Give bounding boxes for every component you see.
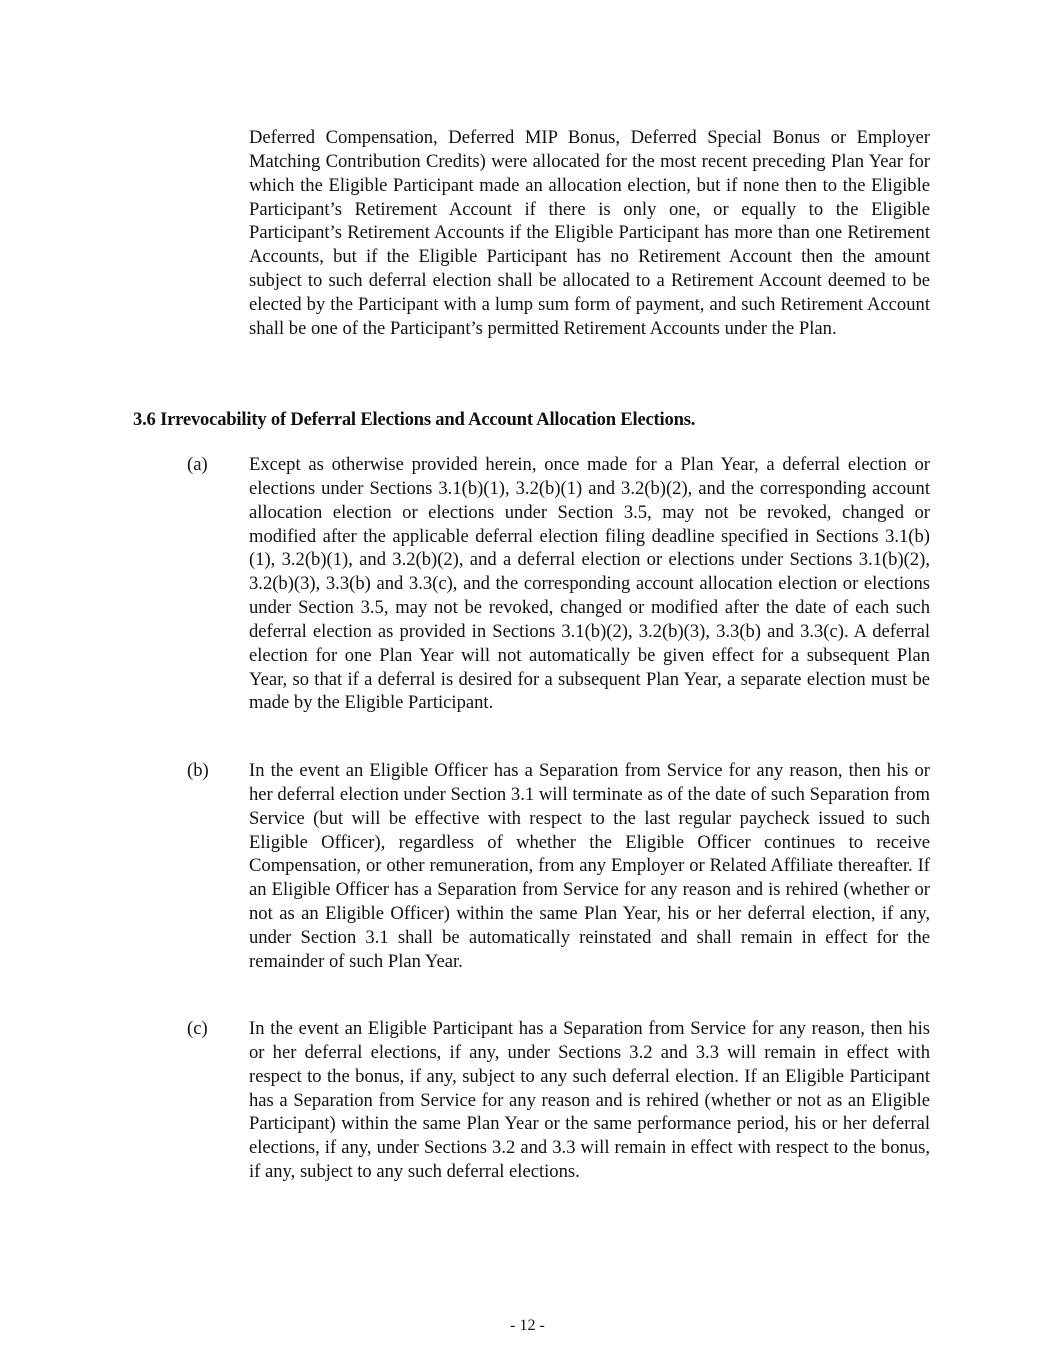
continuation-paragraph: Deferred Compensation, Deferred MIP Bonus, Deferred Special Bonus or Employer Matching Contribution Credits) were allocated for the most recent preceding Plan Year for which the Eligible Participant made an allocation election, but if none then to the Eligible Participant’s Retirement Account if there is only one, or equally to the Eligible Participant’s Retirement Accounts if the Eligible Participant has more than one Retirement Accounts, but if the Eligible Participant has no Retirement Account then the amount subject to such deferral election shall be allocated to a Retirement Account deemed to be elected by the Participant with a lump sum form of payment, and such Retirement Account shall be one of the Participant’s permitted Retirement Accounts under the Plan. [249, 127, 930, 339]
subsection-text: Except as otherwise provided herein, once made for a Plan Year, a deferral election or elections under Sections 3.1(b)(1), 3.2(b)(1) and 3.2(b)(2), and the corresponding account allocation election or elections under Section 3.5, may not be revoked, changed or modified after the applicable deferral election filing deadline specified in Sections 3.1(b)(1), 3.2(b)(1), and 3.2(b)(2), and a deferral election or elections under Sections 3.1(b)(2), 3.2(b)(3), 3.3(b) and 3.3(c), and the corresponding account allocation election or elections under Section 3.5, may not be revoked, changed or modified after the date of each such deferral election as provided in Sections 3.1(b)(2), 3.2(b)(3), 3.3(b) and 3.3(c). A deferral election for one Plan Year will not automatically be given effect for a subsequent Plan Year, so that if a deferral is desired for a subsequent Plan Year, a separate election must be made by the Eligible Participant. [249, 454, 930, 714]
subsection-label: (a) [187, 454, 208, 475]
subsection-label: (b) [187, 760, 209, 781]
subsection-label: (c) [187, 1018, 208, 1039]
subsection-text: In the event an Eligible Officer has a Separation from Service for any reason, then his or her deferral election under Section 3.1 will terminate as of the date of such Separation from Service (but will be effective with respect to the last regular paycheck issued to such Eligible Officer), regardless of whether the Eligible Officer continues to receive Compensation, or other remuneration, from any Employer or Related Affiliate thereafter. If an Eligible Officer has a Separation from Service for any reason and is rehired (whether or not as an Eligible Officer) within the same Plan Year, his or her deferral election, if any, under Section 3.1 shall be automatically reinstated and shall remain in effect for the remainder of such Plan Year. [249, 760, 930, 972]
page-number: - 12 - [510, 1317, 545, 1334]
subsection-text: In the event an Eligible Participant has a Separation from Service for any reason, then his or her deferral elections, if any, under Sections 3.2 and 3.3 will remain in effect with respect to the bonus, if any, subject to any such deferral election. If an Eligible Participant has a Separation from Service for any reason and is rehired (whether or not as an Eligible Participant) within the same Plan Year or the same performance period, his or her deferral elections, if any, under Sections 3.2 and 3.3 will remain in effect with respect to the bonus, if any, subject to any such deferral elections. [249, 1018, 930, 1183]
section-heading-3-6: 3.6 Irrevocability of Deferral Elections and Account Allocation Elections. [133, 409, 696, 430]
